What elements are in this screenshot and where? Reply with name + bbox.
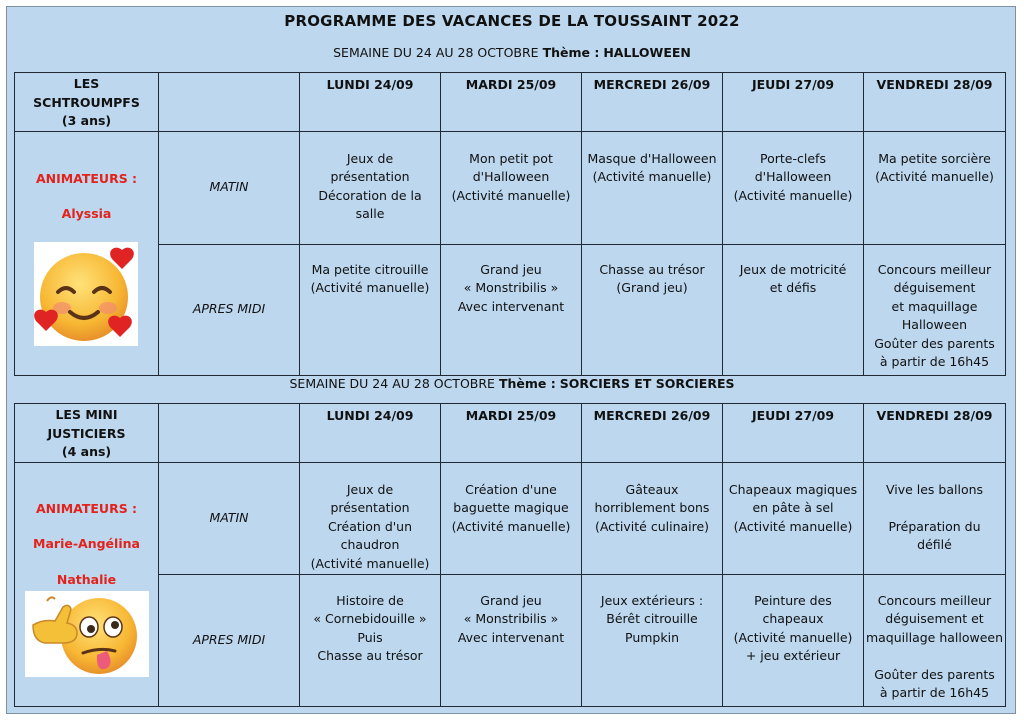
week-2-animators-cell <box>15 462 159 706</box>
activity-cell: Concours meilleur déguisement et maquillage Halloween Goûter des parents à partir de 16h45 <box>864 244 1006 375</box>
activity-cell: Chasse au trésor (Grand jeu) <box>582 244 723 375</box>
activity-cell: Histoire de « Cornebidouille » Puis Chasse au trésor <box>300 574 441 706</box>
activity-cell: Gâteaux horriblement bons (Activité culinaire) <box>582 462 723 574</box>
animators-label: ANIMATEURS : <box>35 500 138 516</box>
thinking-face-tongue-icon <box>25 591 149 677</box>
group-line: SCHTROUMPFS <box>33 94 140 110</box>
week-1-table <box>14 72 1006 376</box>
week-2-morning-row <box>15 462 1006 574</box>
animator-name: Alyssia <box>61 206 112 221</box>
week-1-theme: HALLOWEEN <box>603 45 691 60</box>
activity-cell: Jeux de motricité et défis <box>723 244 864 375</box>
activity-cell: Création d'une baguette magique (Activité manuelle) <box>441 462 582 574</box>
activity-cell: Mon petit pot d'Halloween (Activité manuelle) <box>441 131 582 244</box>
day-header: MERCREDI 26/09 <box>582 404 723 463</box>
week-1-dates: SEMAINE DU 24 AU 28 OCTOBRE <box>333 45 539 60</box>
group-age: (3 ans) <box>61 113 112 128</box>
day-header: VENDREDI 28/09 <box>864 73 1006 132</box>
week-2-header-row <box>15 404 1006 463</box>
slot-label-afternoon: APRES MIDI <box>159 244 300 375</box>
day-header: MARDI 25/09 <box>441 73 582 132</box>
slot-label-morning: MATIN <box>159 131 300 244</box>
group-line: JUSTICIERS <box>47 425 126 441</box>
activity-cell: Porte-clefs d'Halloween (Activité manuelle) <box>723 131 864 244</box>
week-1-theme-label: Thème : <box>542 45 600 60</box>
week-2-theme: SORCIERS ET SORCIERES <box>559 376 735 391</box>
activity-cell: Grand jeu « Monstribilis » Avec intervenant <box>441 244 582 375</box>
animator-name: Nathalie <box>56 571 117 587</box>
activity-cell: Peinture des chapeaux (Activité manuelle) + jeu extérieur <box>723 574 864 706</box>
corner-cell <box>159 73 300 132</box>
activity-cell: Vive les ballons Préparation du défilé <box>864 462 1006 574</box>
slot-label-afternoon: APRES MIDI <box>159 574 300 706</box>
activity-cell: Jeux de présentation Création d'un chaudron (Activité manuelle) <box>300 462 441 574</box>
activity-cell: Ma petite citrouille (Activité manuelle) <box>300 244 441 375</box>
smiling-face-with-hearts-icon <box>34 242 138 346</box>
week-1-header <box>0 45 1024 60</box>
activity-cell: Chapeaux magiques en pâte à sel (Activité manuelle) <box>723 462 864 574</box>
group-line: LES <box>73 76 100 91</box>
week-2-group-cell <box>15 404 159 463</box>
activity-cell: Concours meilleur déguisement et maquillage halloween Goûter des parents à partir de 16h45 <box>864 574 1006 706</box>
activity-cell: Masque d'Halloween (Activité manuelle) <box>582 131 723 244</box>
week-1-group-cell <box>15 73 159 132</box>
day-header: MERCREDI 26/09 <box>582 73 723 132</box>
week-1-morning-row <box>15 131 1006 244</box>
animator-name: Marie-Angélina <box>33 536 140 551</box>
week-1-header-row <box>15 73 1006 132</box>
group-age: (4 ans) <box>61 444 112 459</box>
activity-cell: Grand jeu « Monstribilis » Avec intervenant <box>441 574 582 706</box>
day-header: JEUDI 27/09 <box>723 73 864 132</box>
corner-cell <box>159 404 300 463</box>
week-2-dates: SEMAINE DU 24 AU 28 OCTOBRE <box>289 376 495 391</box>
slot-label-morning: MATIN <box>159 462 300 574</box>
activity-cell: Jeux extérieurs : Bérêt citrouille Pumpkin <box>582 574 723 706</box>
week-1-afternoon-row <box>15 244 1006 375</box>
week-2-table <box>14 403 1006 707</box>
day-header: LUNDI 24/09 <box>300 73 441 132</box>
week-2-header <box>0 376 1024 391</box>
group-line: LES MINI <box>55 407 118 422</box>
week-1-animators-cell <box>15 131 159 375</box>
animators-label: ANIMATEURS : <box>35 170 138 186</box>
day-header: VENDREDI 28/09 <box>864 404 1006 463</box>
week-2-theme-label: Thème : <box>498 376 556 391</box>
day-header: LUNDI 24/09 <box>300 404 441 463</box>
activity-cell: Jeux de présentation Décoration de la salle <box>300 131 441 244</box>
day-header: JEUDI 27/09 <box>723 404 864 463</box>
activity-cell: Ma petite sorcière (Activité manuelle) <box>864 131 1006 244</box>
day-header: MARDI 25/09 <box>441 404 582 463</box>
page-title: PROGRAMME DES VACANCES DE LA TOUSSAINT 2022 <box>284 12 740 30</box>
week-2-afternoon-row <box>15 574 1006 706</box>
